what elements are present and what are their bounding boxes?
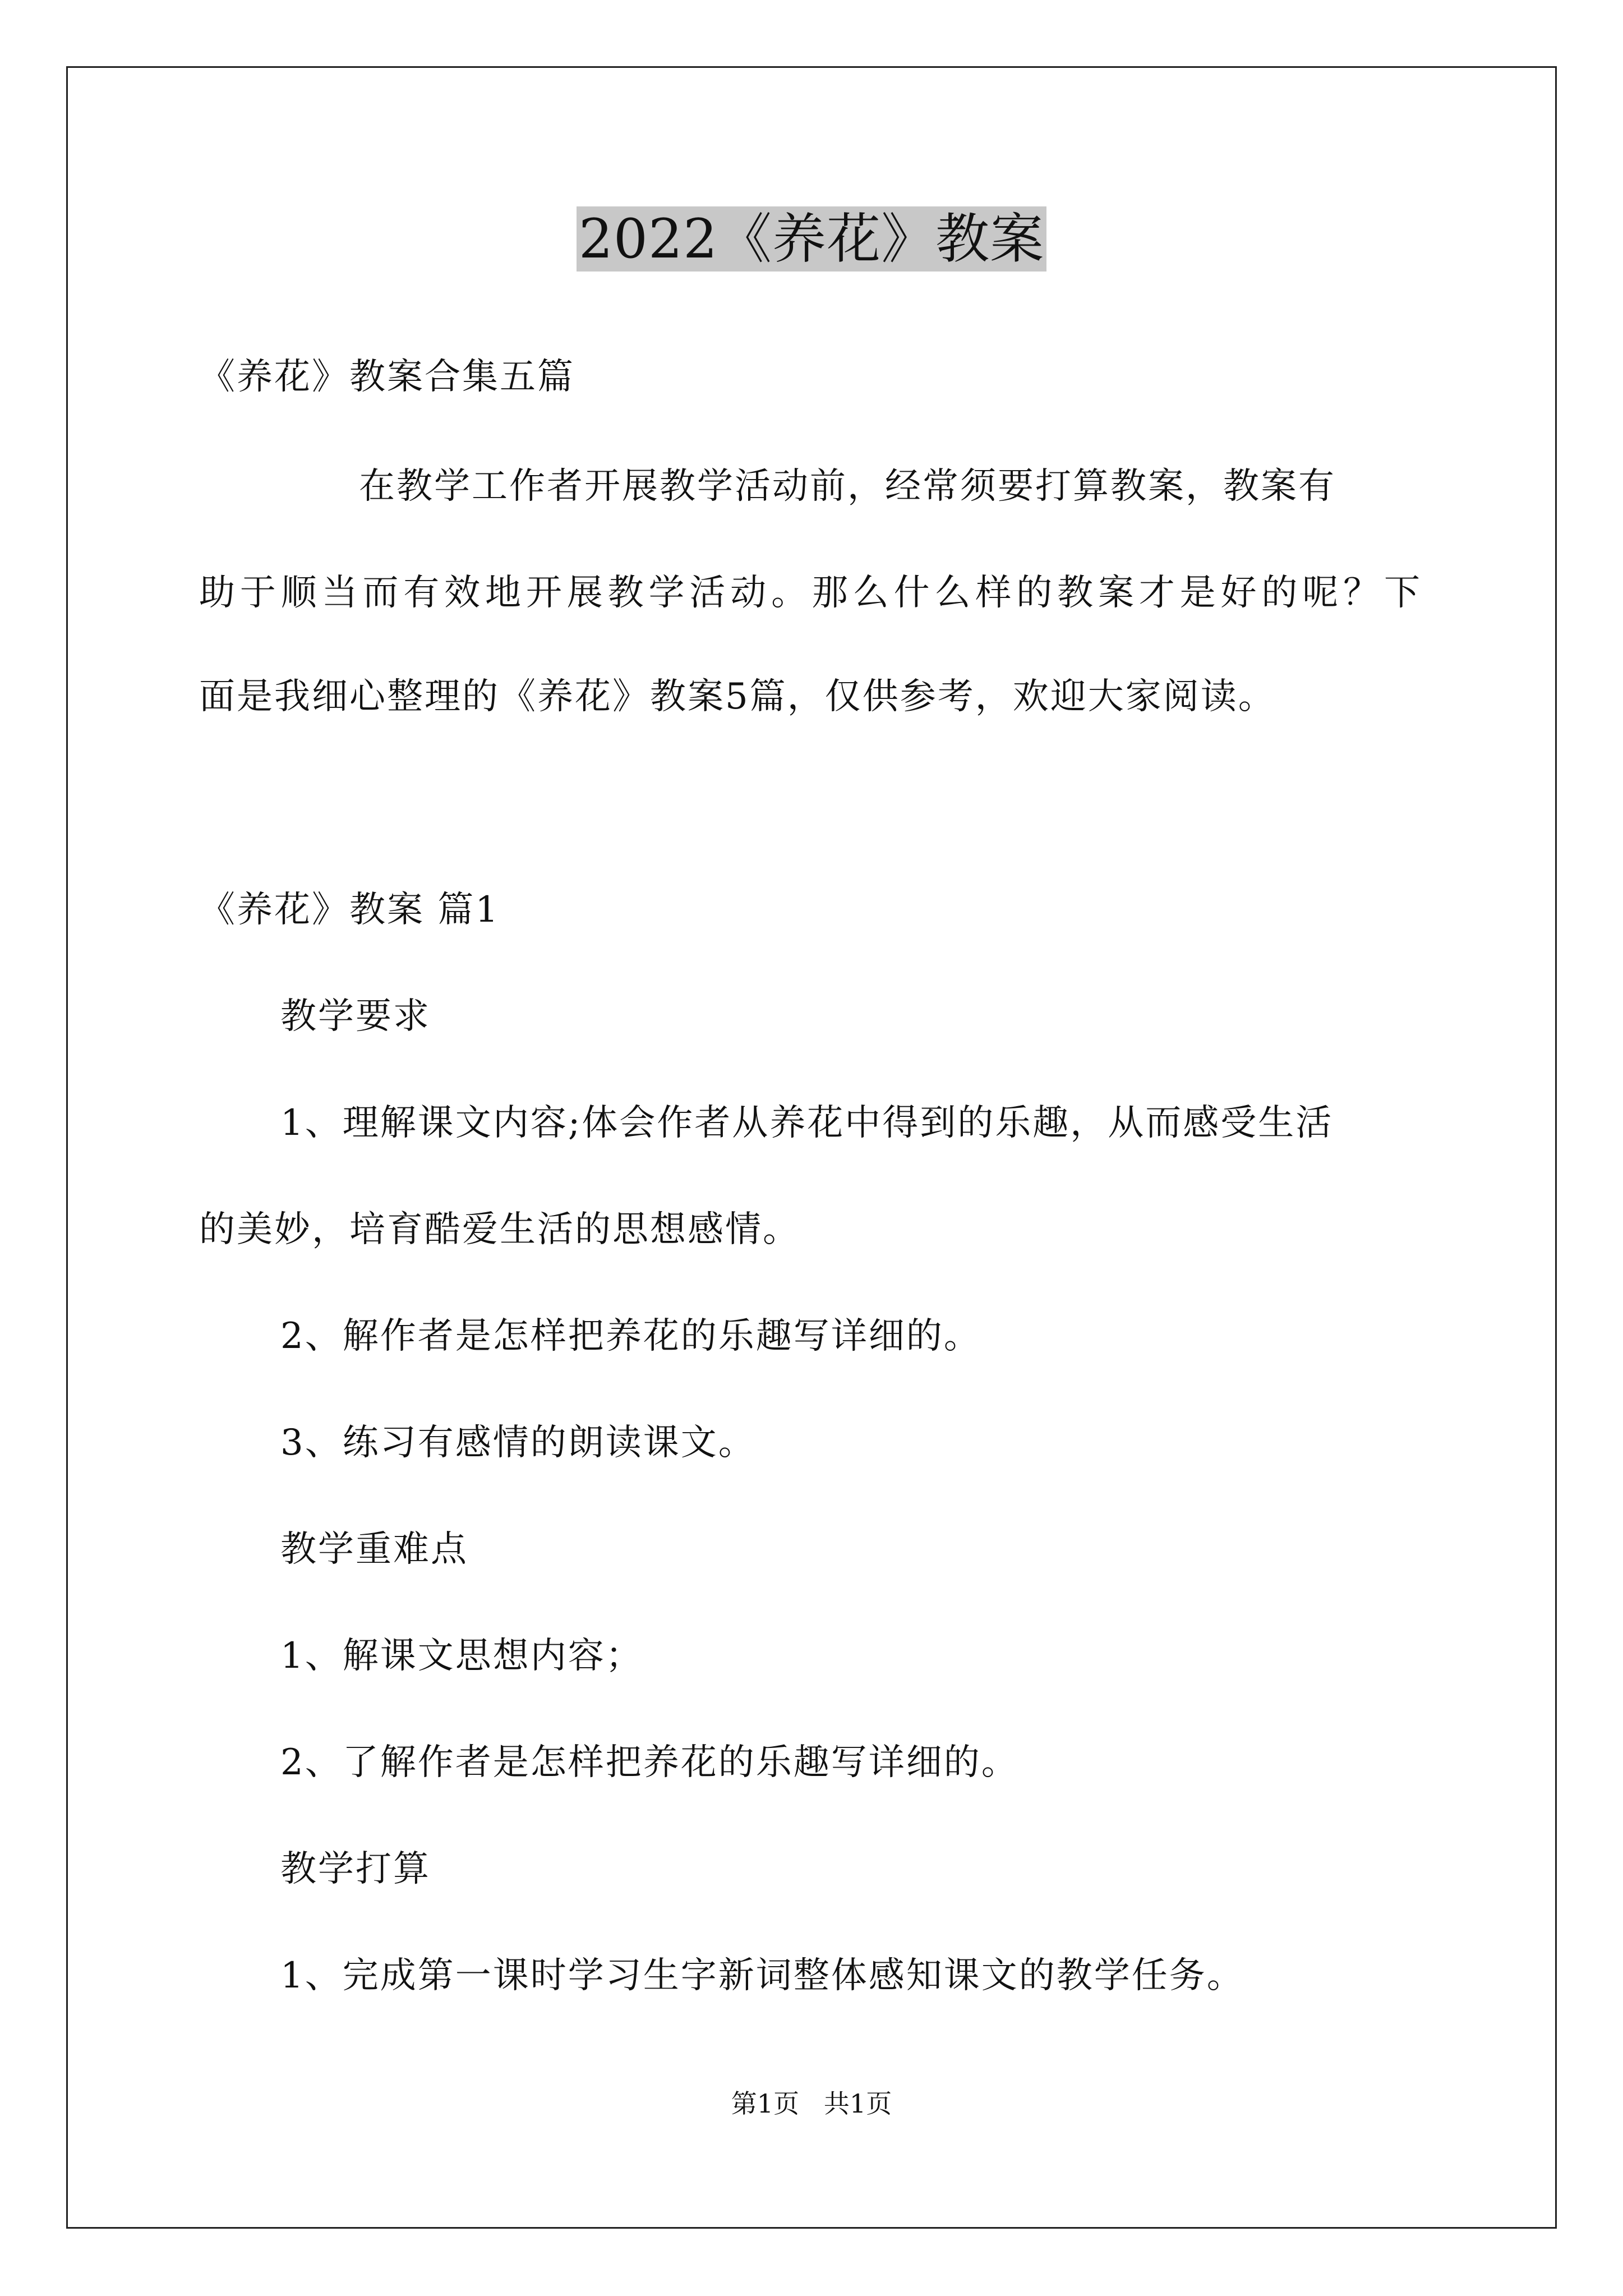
intro-line-2: 助于顺当而有效地开展教学活动。那么什么样的教案才是好的呢？下 (199, 572, 1422, 614)
requirement-3: 3、练习有感情的朗读课文。 (280, 1422, 756, 1464)
intro-line-1: 在教学工作者开展教学活动前，经常须要打算教案，教案有 (359, 466, 1336, 507)
page-footer: 第1页 共1页 (731, 2088, 892, 2119)
preparation-1: 1、完成第一课时学习生字新词整体感知课文的教学任务。 (280, 1955, 1244, 1996)
preparation-heading: 教学打算 (280, 1848, 431, 1890)
key-point-1: 1、解课文思想内容； (280, 1635, 643, 1677)
document-title (0, 206, 1623, 272)
requirement-2: 2、解作者是怎样把养花的乐趣写详细的。 (280, 1315, 981, 1357)
intro-line-3: 面是我细心整理的《养花》教案5篇，仅供参考，欢迎大家阅读。 (199, 676, 1276, 717)
key-points-heading: 教学重难点 (280, 1529, 468, 1570)
requirement-1-line-1: 1、理解课文内容;体会作者从养花中得到的乐趣，从而感受生活 (280, 1102, 1334, 1144)
section-heading: 《养花》教案 篇1 (199, 889, 500, 931)
requirement-1-line-2: 的美妙，培育酷爱生活的思想感情。 (199, 1209, 800, 1250)
document-title-text: 2022《养花》教案 (577, 206, 1046, 272)
subtitle: 《养花》教案合集五篇 (199, 356, 575, 398)
requirements-heading: 教学要求 (280, 996, 431, 1037)
key-point-2: 2、了解作者是怎样把养花的乐趣写详细的。 (280, 1742, 1019, 1783)
